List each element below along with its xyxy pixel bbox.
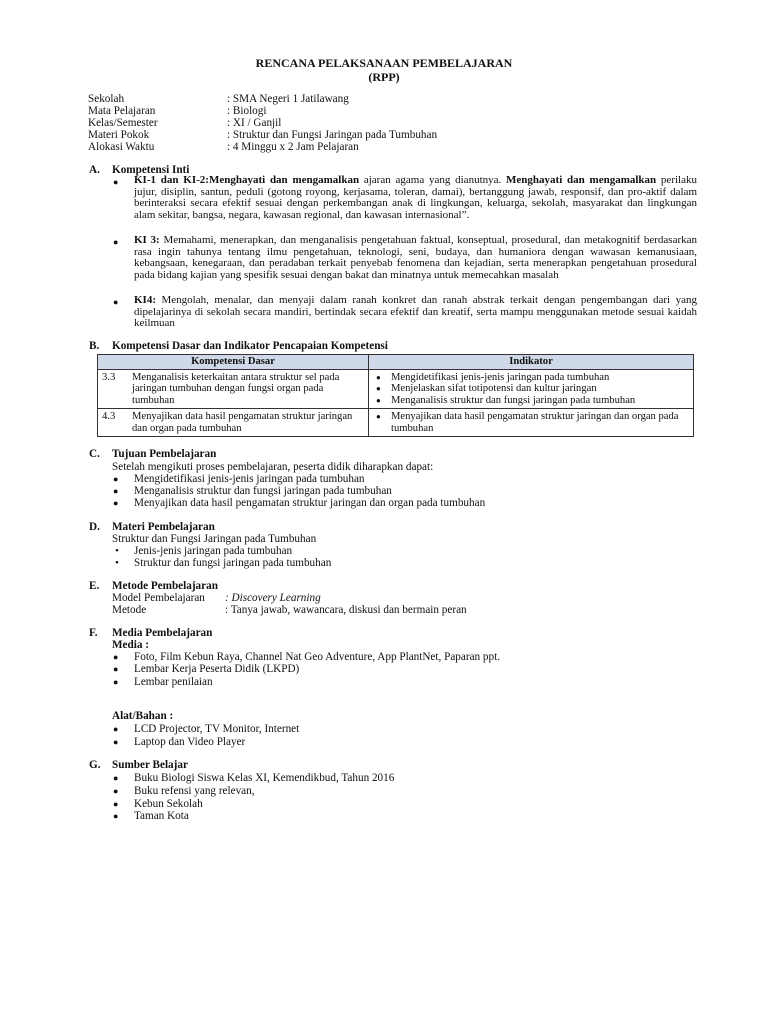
section-e-letter: E. xyxy=(89,580,100,592)
identity-label: Materi Pokok xyxy=(88,129,150,141)
list-item: ● Menjelaskan sifat totipotensi dan kultur jaringan xyxy=(373,383,689,394)
identity-row-subject xyxy=(88,105,266,117)
bullet-icon: ● xyxy=(113,237,119,247)
ki12-text-2: perilaku jujur, disiplin, santun, peduli (gotong royong, kerjasama, toleran, damai), bertanggung jawab, responsif, dan pro-aktif dalam berinteraksi secara efektif sesuai dengan perkembangan anak di lingkungan, keluarga, sekolah, masyarakat dan lingkungan alam sekitar, bangsa, negara, kawasan regional, dan kawasan internasional”. xyxy=(134,174,697,221)
list-item: Lembar penilaian xyxy=(134,676,213,688)
metode-value: : Tanya jawab, wawancara, diskusi dan bermain peran xyxy=(225,604,467,616)
list-item: Buku refensi yang relevan, xyxy=(134,785,255,797)
section-b-title: Kompetensi Dasar dan Indikator Pencapaian Kompetensi xyxy=(112,340,388,352)
identity-row-school xyxy=(88,93,349,105)
kd-text: Menyajikan data hasil pengamatan struktur jaringan dan organ pada tumbuhan xyxy=(132,411,353,434)
document-subtitle: (RPP) xyxy=(368,70,400,84)
col-header-kd: Kompetensi Dasar xyxy=(98,355,369,370)
identity-label: Sekolah xyxy=(88,93,125,105)
document-title: RENCANA PELAKSANAAN PEMBELAJARAN xyxy=(255,56,513,70)
bullet-icon: • xyxy=(115,545,119,557)
bullet-icon: ● xyxy=(113,297,119,307)
list-item: Kebun Sekolah xyxy=(134,798,203,810)
identity-label: Alokasi Waktu xyxy=(88,141,155,153)
section-c-title: Tujuan Pembelajaran xyxy=(112,448,217,460)
section-d-title: Materi Pembelajaran xyxy=(112,521,215,533)
bullet-icon: • xyxy=(115,557,119,569)
identity-value: : Struktur dan Fungsi Jaringan pada Tumbuhan xyxy=(227,129,438,141)
bullet-icon: ● xyxy=(113,177,119,187)
list-item: Buku Biologi Siswa Kelas XI, Kemendikbud, Tahun 2016 xyxy=(134,772,395,784)
identity-value: : 4 Minggu x 2 Jam Pelajaran xyxy=(227,141,359,153)
ki12-bold-2: Menghayati dan mengamalkan xyxy=(506,174,657,186)
section-b-letter: B. xyxy=(89,340,100,352)
indicator-cell xyxy=(369,370,694,409)
model-value: : Discovery Learning xyxy=(225,592,321,604)
bullet-icon: ● xyxy=(113,799,119,809)
section-f-letter: F. xyxy=(89,627,98,639)
ki3-text: Memahami, menerapkan, dan menganalisis pengetahuan faktual, konseptual, prosedural, dan metakognitif berdasarkan rasa ingin tahunya tentang ilmu pengetahuan, teknologi, seni, budaya, dan humaniora dengan wawasan kemanusiaan, kebangsaan, kenegaraan, dan peradaban terkait penyebab fenomena dan kejadian, serta menerapkan pengetahuan prosedural pada bidang kajian yang spesifik sesuai dengan bakat dan minatnya untuk memecahkan masalah xyxy=(134,234,698,281)
bullet-icon: ● xyxy=(113,486,119,496)
section-a-letter: A. xyxy=(89,164,100,176)
ki4-text: Mengolah, menalar, dan menyaji dalam ranah konkret dan ranah abstrak terkait dengan pengembangan dari yang dipelajarinya di sekolah secara mandiri, bertindak secara efektif dan kreatif, serta mampu menggunakan metode sesuai kaidah keilmuan xyxy=(134,294,697,330)
identity-row-time xyxy=(88,141,359,153)
bullet-icon: ● xyxy=(113,652,119,662)
identity-row-topic xyxy=(88,129,437,141)
ki3-bold: KI 3: xyxy=(134,234,160,246)
section-c-intro: Setelah mengikuti proses pembelajaran, peserta didik diharapkan dapat: xyxy=(112,461,434,473)
ki12-bold-1: KI-1 dan KI-2:Menghayati dan mengamalkan xyxy=(134,174,360,186)
bullet-icon: ● xyxy=(113,664,119,674)
alat-label: Alat/Bahan : xyxy=(112,710,174,722)
metode-label: Metode xyxy=(112,604,147,616)
bullet-icon: ● xyxy=(113,786,119,796)
identity-value: : SMA Negeri 1 Jatilawang xyxy=(227,93,349,105)
bullet-icon: ● xyxy=(113,737,119,747)
section-e-title: Metode Pembelajaran xyxy=(112,580,218,592)
bullet-icon: ● xyxy=(113,677,119,687)
kd-text: Menganalisis keterkaitan antara struktur sel pada jaringan tumbuhan dengan fungsi organ pada tumbuhan xyxy=(132,372,340,406)
section-g-title: Sumber Belajar xyxy=(112,759,188,771)
ki4-bold: KI4: xyxy=(134,294,156,306)
section-f-title: Media Pembelajaran xyxy=(112,627,213,639)
kd-cell xyxy=(98,370,369,409)
competency-table xyxy=(97,354,694,437)
col-header-indikator: Indikator xyxy=(369,355,694,370)
identity-value: : Biologi xyxy=(227,105,267,117)
kd-cell xyxy=(98,409,369,437)
list-item: Struktur dan fungsi jaringan pada tumbuhan xyxy=(134,557,332,569)
ki-4-paragraph xyxy=(134,295,697,330)
indicator-cell xyxy=(369,409,694,437)
list-item: Mengidetifikasi jenis-jenis jaringan pada tumbuhan xyxy=(134,473,365,485)
section-c-letter: C. xyxy=(89,448,100,460)
kd-number: 4.3 xyxy=(102,411,116,423)
kd-number: 3.3 xyxy=(102,372,116,383)
list-item: ● Menyajikan data hasil pengamatan struktur jaringan dan organ pada tumbuhan xyxy=(373,411,689,434)
list-item: Foto, Film Kebun Raya, Channel Nat Geo Adventure, App PlantNet, Paparan ppt. xyxy=(134,651,501,663)
media-label: Media : xyxy=(112,639,149,651)
table-row xyxy=(98,409,694,437)
list-item: Lembar Kerja Peserta Didik (LKPD) xyxy=(134,663,300,675)
list-item: Jenis-jenis jaringan pada tumbuhan xyxy=(134,545,293,557)
list-item: Laptop dan Video Player xyxy=(134,736,246,748)
bullet-icon: ● xyxy=(113,474,119,484)
ki-1-2-paragraph xyxy=(134,175,697,221)
list-item: ● Mengidetifikasi jenis-jenis jaringan pada tumbuhan xyxy=(373,372,689,383)
identity-value: : XI / Ganjil xyxy=(227,117,282,129)
bullet-icon: ● xyxy=(113,811,119,821)
bullet-icon: ● xyxy=(113,724,119,734)
list-item: Menganalisis struktur dan fungsi jaringan pada tumbuhan xyxy=(134,485,392,497)
identity-label: Mata Pelajaran xyxy=(88,105,156,117)
section-g-letter: G. xyxy=(89,759,101,771)
table-row xyxy=(98,370,694,409)
ki-3-paragraph xyxy=(134,235,697,281)
section-a-title: Kompetensi Inti xyxy=(112,164,190,176)
bullet-icon: ● xyxy=(113,498,119,508)
ki12-text-1: ajaran agama yang dianutnya. xyxy=(359,174,507,186)
list-item: Taman Kota xyxy=(134,810,189,822)
section-d-letter: D. xyxy=(89,521,100,533)
list-item: LCD Projector, TV Monitor, Internet xyxy=(134,723,300,735)
identity-row-class xyxy=(88,117,281,129)
list-item: ● Menganalisis struktur dan fungsi jaringan pada tumbuhan xyxy=(373,395,689,406)
model-label: Model Pembelajaran xyxy=(112,592,205,604)
list-item: Menyajikan data hasil pengamatan struktur jaringan dan organ pada tumbuhan xyxy=(134,497,486,509)
bullet-icon: ● xyxy=(113,773,119,783)
identity-label: Kelas/Semester xyxy=(88,117,158,129)
section-d-intro: Struktur dan Fungsi Jaringan pada Tumbuhan xyxy=(112,533,317,545)
